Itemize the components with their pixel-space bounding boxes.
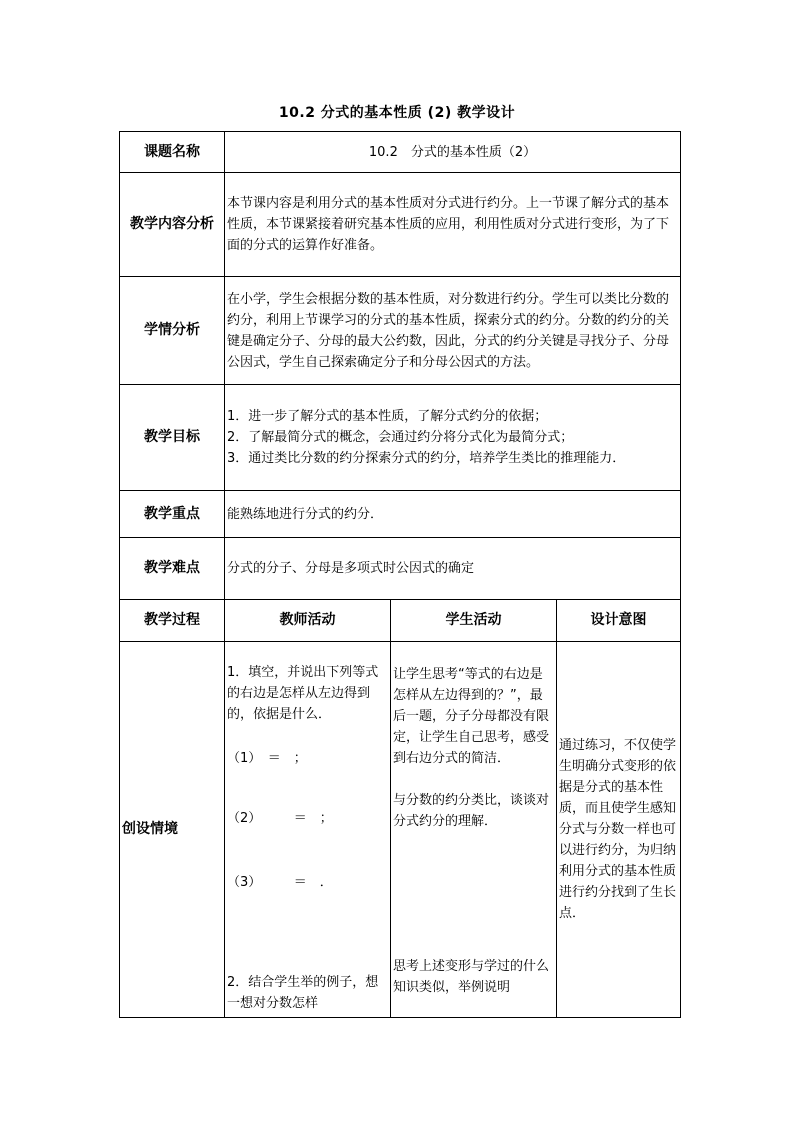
objective-item: 3．通过类比分数的约分探索分式的约分，培养学生类比的推理能力． (227, 451, 626, 466)
student-activity-1: 让学生思考“等式的右边是怎样从左边得到的？”，最后一题，分子分母都没有限定，让学生自己思考，感受到右边分式的简洁． (393, 667, 550, 766)
objectives-list (225, 385, 681, 491)
process-header-student: 学生活动 (391, 600, 557, 642)
student-analysis-value: 在小学，学生会根据分数的基本性质，对分数进行约分。学生可以类比分数的约分，利用上节课学习的分式的基本性质，探索分式的约分。分数的约分的关键是确定分子、分母的最大公约数，因此，分式的约分关键是寻找分子、分母公因式，学生自己探索确定分子和分母公因式的方法。 (225, 277, 681, 385)
equation-2: （2） ＝ ； (227, 811, 333, 826)
course-value: 10.2 分式的基本性质（2） (225, 132, 681, 173)
objectives-label: 教学目标 (120, 385, 225, 491)
key-point-label: 教学重点 (120, 491, 225, 538)
row-course (120, 132, 681, 173)
process-header-teacher: 教师活动 (225, 600, 391, 642)
course-label: 课题名称 (120, 132, 225, 173)
equation-1: （1） ＝ ； (227, 751, 307, 766)
student-activity (391, 642, 557, 1018)
row-process-header (120, 600, 681, 642)
student-activity-3: 思考上述变形与学过的什么知识类似，举例说明 (393, 959, 550, 995)
document-title: 10.2 分式的基本性质 (2) 教学设计 (278, 105, 516, 121)
row-objectives (120, 385, 681, 491)
student-activity-2: 与分数的约分类比，谈谈对分式约分的理解． (393, 793, 550, 829)
content-analysis-label: 教学内容分析 (120, 173, 225, 277)
row-key-point (120, 491, 681, 538)
stage-label: 创设情境 (120, 642, 225, 1018)
row-difficulty (120, 538, 681, 600)
design-intent: 通过练习，不仅使学生明确分式变形的依据是分式的基本性质，而且使学生感知分式与分数一样也可以进行约分，为归纳利用分式的基本性质进行约分找到了生长点． (557, 642, 681, 1018)
process-header-stage: 教学过程 (120, 600, 225, 642)
teacher-task-2: 2．结合学生举的例子，想一想对分数怎样 (227, 975, 379, 1011)
row-process-stage (120, 642, 681, 1018)
objective-item: 2．了解最简分式的概念，会通过约分将分式化为最简分式； (227, 430, 574, 445)
content-analysis-value: 本节课内容是利用分式的基本性质对分式进行约分。上一节课了解分式的基本性质，本节课紧接着研究基本性质的应用，利用性质对分式进行变形，为了下面的分式的运算作好准备。 (225, 173, 681, 277)
process-header-design: 设计意图 (557, 600, 681, 642)
teacher-task-1: 1．填空，并说出下列等式的右边是怎样从左边得到的，依据是什么． (227, 665, 379, 722)
difficulty-value: 分式的分子、分母是多项式时公因式的确定 (225, 538, 681, 600)
student-analysis-label: 学情分析 (120, 277, 225, 385)
key-point-value: 能熟练地进行分式的约分． (225, 491, 681, 538)
row-content-analysis (120, 173, 681, 277)
lesson-plan-table (119, 131, 681, 1018)
teacher-activity (225, 642, 391, 1018)
difficulty-label: 教学难点 (120, 538, 225, 600)
objective-item: 1．进一步了解分式的基本性质，了解分式约分的依据； (227, 409, 548, 424)
equation-3: （3） ＝ ． (227, 875, 333, 890)
row-student-analysis (120, 277, 681, 385)
